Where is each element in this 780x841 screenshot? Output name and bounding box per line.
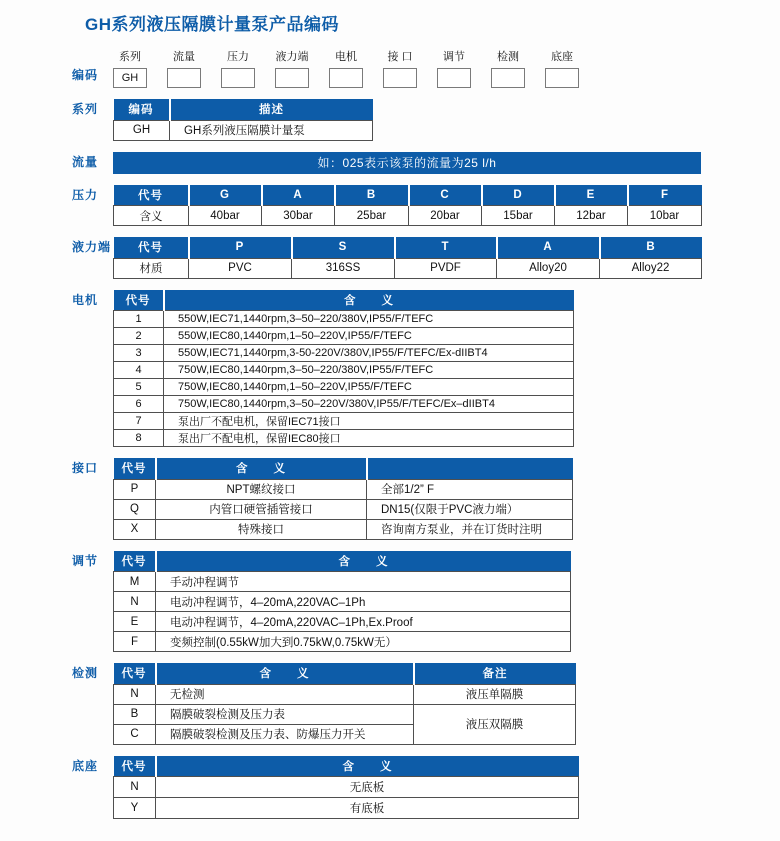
motor-code: 3	[114, 345, 164, 362]
code-box-motor	[329, 68, 363, 88]
detection-header-note: 备注	[414, 663, 576, 684]
page-title: GH系列液压隔膜计量泵产品编码	[85, 15, 339, 34]
table-row	[114, 572, 571, 592]
table-row	[114, 311, 574, 328]
adjustment-section	[72, 551, 780, 653]
motor-meaning: 750W,IEC80,1440rpm,3–50–220/380V,IP55/F/TEFC	[164, 362, 574, 379]
interface-code: X	[114, 519, 156, 539]
detection-code: B	[114, 704, 156, 724]
liquid-end-header-cell: 代号	[114, 237, 189, 258]
series-code: GH	[114, 120, 170, 140]
detection-code: C	[114, 724, 156, 744]
detection-code: N	[114, 684, 156, 704]
table-row	[114, 798, 579, 819]
table-row	[114, 479, 573, 499]
liquid-end-cell: Alloy22	[600, 258, 702, 278]
detection-section	[72, 663, 780, 745]
motor-code: 1	[114, 311, 164, 328]
table-row	[114, 704, 576, 724]
base-header-code: 代号	[114, 756, 156, 777]
coding-section	[72, 48, 780, 88]
table-row	[114, 430, 574, 447]
code-field-label: 电机	[335, 51, 357, 63]
pressure-header-row	[114, 185, 702, 206]
interface-header-meaning: 含 义	[156, 458, 367, 479]
base-meaning: 无底板	[156, 777, 579, 798]
motor-meaning: 550W,IEC80,1440rpm,1–50–220V,IP55/F/TEFC	[164, 328, 574, 345]
section-label-adjustment: 调节	[72, 553, 99, 568]
motor-code: 2	[114, 328, 164, 345]
code-col-flow	[167, 48, 201, 88]
motor-header-code: 代号	[114, 290, 164, 311]
pressure-header-cell: B	[335, 185, 409, 206]
code-field-label: 底座	[551, 51, 573, 63]
pressure-header-cell: G	[189, 185, 262, 206]
motor-code: 6	[114, 396, 164, 413]
motor-meaning: 750W,IEC80,1440rpm,1–50–220V,IP55/F/TEFC	[164, 379, 574, 396]
interface-note: 咨询南方泵业，并在订货时注明	[367, 519, 573, 539]
code-col-motor	[329, 48, 363, 88]
liquid-end-header-cell: S	[292, 237, 395, 258]
table-row	[114, 345, 574, 362]
section-label-coding: 编码	[72, 68, 99, 82]
pressure-cell: 40bar	[189, 206, 262, 226]
series-table	[113, 99, 373, 141]
adjustment-code: F	[114, 632, 156, 652]
table-row	[114, 328, 574, 345]
pressure-cell: 20bar	[409, 206, 482, 226]
table-row	[114, 684, 576, 704]
table-row	[114, 499, 573, 519]
code-field-label: 流量	[173, 51, 195, 63]
detection-header-code: 代号	[114, 663, 156, 684]
motor-code: 5	[114, 379, 164, 396]
detection-note: 液压双隔膜	[414, 704, 576, 744]
liquid-end-header-cell: T	[395, 237, 497, 258]
motor-meaning: 550W,IEC71,1440rpm,3-50-220V/380V,IP55/F/TEFC/Ex-dIIBT4	[164, 345, 574, 362]
series-desc: GH系列液压隔膜计量泵	[170, 120, 373, 140]
motor-header-row	[114, 290, 574, 311]
series-header-code: 编码	[114, 99, 170, 120]
adjustment-meaning: 变频控制(0.55kW加大到0.75kW,0.75kW无）	[156, 632, 571, 652]
interface-section	[72, 458, 780, 540]
section-label-liquid-end: 液力端	[72, 240, 112, 254]
section-label-series: 系列	[72, 102, 99, 116]
detection-meaning: 隔膜破裂检测及压力表、防爆压力开关	[156, 724, 414, 744]
detection-meaning: 无检测	[156, 684, 414, 704]
base-table	[113, 756, 579, 820]
interface-note: 全部1/2” F	[367, 479, 573, 499]
liquid-end-cell: PVDF	[395, 258, 497, 278]
interface-meaning: 特殊接口	[156, 519, 367, 539]
adjustment-header-row	[114, 551, 571, 572]
liquid-end-table	[113, 237, 702, 279]
table-row	[114, 632, 571, 652]
interface-code: Q	[114, 499, 156, 519]
motor-meaning: 750W,IEC80,1440rpm,3–50–220V/380V,IP55/F/TEFC/Ex–dIIBT4	[164, 396, 574, 413]
adjustment-meaning: 手动冲程调节	[156, 572, 571, 592]
flow-note-bar: 如：025表示该泵的流量为25 l/h	[113, 152, 701, 174]
motor-meaning: 泵出厂不配电机，保留IEC71接口	[164, 413, 574, 430]
code-col-interface	[383, 48, 417, 88]
section-label-pressure: 压力	[72, 187, 99, 202]
pressure-cell: 10bar	[628, 206, 702, 226]
pressure-header-cell: E	[555, 185, 628, 206]
table-row	[114, 592, 571, 612]
detection-header-row	[114, 663, 576, 684]
motor-section	[72, 290, 780, 448]
table-row	[114, 379, 574, 396]
interface-code: P	[114, 479, 156, 499]
table-row	[114, 519, 573, 539]
adjustment-code: M	[114, 572, 156, 592]
table-row	[114, 120, 373, 140]
code-col-detection	[491, 48, 525, 88]
section-label-base: 底座	[72, 758, 99, 773]
motor-table	[113, 290, 574, 448]
code-box-base	[545, 68, 579, 88]
base-section	[72, 756, 780, 820]
liquid-end-header-cell: B	[600, 237, 702, 258]
table-row	[114, 206, 702, 226]
table-row	[114, 258, 702, 278]
code-field-label: 压力	[227, 51, 249, 63]
adjustment-header-meaning: 含 义	[156, 551, 571, 572]
detection-table	[113, 663, 576, 745]
section-label-interface: 接口	[72, 461, 99, 475]
flow-section	[72, 152, 780, 174]
liquid-end-cell: Alloy20	[497, 258, 600, 278]
code-col-base	[545, 48, 579, 88]
liquid-end-header-cell: A	[497, 237, 600, 258]
table-row	[114, 396, 574, 413]
pressure-cell: 12bar	[555, 206, 628, 226]
code-col-adjustment	[437, 48, 471, 88]
interface-meaning: NPT螺纹接口	[156, 479, 367, 499]
detection-meaning: 隔膜破裂检测及压力表	[156, 704, 414, 724]
motor-meaning: 550W,IEC71,1440rpm,3–50–220/380V,IP55/F/TEFC	[164, 311, 574, 328]
code-box-detection	[491, 68, 525, 88]
adjustment-code: N	[114, 592, 156, 612]
code-field-label: 调节	[443, 51, 465, 63]
base-header-row	[114, 756, 579, 777]
pressure-cell: 25bar	[335, 206, 409, 226]
coding-boxes	[113, 48, 579, 88]
code-field-label: 接 口	[387, 51, 413, 63]
code-col-pressure	[221, 48, 255, 88]
section-label-flow: 流量	[72, 154, 99, 169]
motor-code: 7	[114, 413, 164, 430]
code-field-label: 系列	[119, 51, 141, 63]
series-header-desc: 描述	[170, 99, 373, 120]
adjustment-meaning: 电动冲程调节，4–20mA,220VAC–1Ph	[156, 592, 571, 612]
table-row	[114, 413, 574, 430]
liquid-end-cell: 316SS	[292, 258, 395, 278]
liquid-end-header-row	[114, 237, 702, 258]
interface-table	[113, 458, 573, 540]
interface-header-note	[367, 458, 573, 479]
motor-code: 8	[114, 430, 164, 447]
adjustment-meaning: 电动冲程调节，4–20mA,220VAC–1Ph,Ex.Proof	[156, 612, 571, 632]
motor-header-meaning: 含 义	[164, 290, 574, 311]
pressure-cell: 含义	[114, 206, 189, 226]
code-box-series: GH	[113, 68, 147, 88]
pressure-header-cell: 代号	[114, 185, 189, 206]
base-code: Y	[114, 798, 156, 819]
code-col-series	[113, 48, 147, 88]
table-row	[114, 612, 571, 632]
section-label-detection: 检测	[72, 666, 99, 680]
pressure-table	[113, 185, 702, 227]
code-box-interface	[383, 68, 417, 88]
liquid-end-header-cell: P	[189, 237, 292, 258]
base-meaning: 有底板	[156, 798, 579, 819]
code-col-liquid-end	[275, 48, 309, 88]
liquid-end-cell: 材质	[114, 258, 189, 278]
detection-note: 液压单隔膜	[414, 684, 576, 704]
interface-meaning: 内管口硬管插管接口	[156, 499, 367, 519]
code-box-pressure	[221, 68, 255, 88]
table-row	[114, 777, 579, 798]
code-box-adjustment	[437, 68, 471, 88]
pressure-cell: 30bar	[262, 206, 335, 226]
code-box-flow	[167, 68, 201, 88]
liquid-end-cell: PVC	[189, 258, 292, 278]
code-field-label: 液力端	[275, 51, 309, 63]
section-label-motor: 电机	[72, 292, 99, 307]
motor-code: 4	[114, 362, 164, 379]
adjustment-code: E	[114, 612, 156, 632]
pressure-header-cell: F	[628, 185, 702, 206]
pressure-header-cell: C	[409, 185, 482, 206]
interface-header-row	[114, 458, 573, 479]
adjustment-header-code: 代号	[114, 551, 156, 572]
pressure-cell: 15bar	[482, 206, 555, 226]
adjustment-table	[113, 551, 571, 653]
interface-header-code: 代号	[114, 458, 156, 479]
pressure-section	[72, 185, 780, 227]
motor-meaning: 泵出厂不配电机，保留IEC80接口	[164, 430, 574, 447]
code-field-label: 检测	[497, 51, 519, 63]
table-row	[114, 362, 574, 379]
pressure-header-cell: A	[262, 185, 335, 206]
liquid-end-section	[72, 237, 780, 279]
series-header-row	[114, 99, 373, 120]
pressure-header-cell: D	[482, 185, 555, 206]
base-header-meaning: 含 义	[156, 756, 579, 777]
detection-header-meaning: 含 义	[156, 663, 414, 684]
base-code: N	[114, 777, 156, 798]
series-section	[72, 99, 780, 141]
code-box-liquid-end	[275, 68, 309, 88]
interface-note: DN15(仅限于PVC液力端）	[367, 499, 573, 519]
